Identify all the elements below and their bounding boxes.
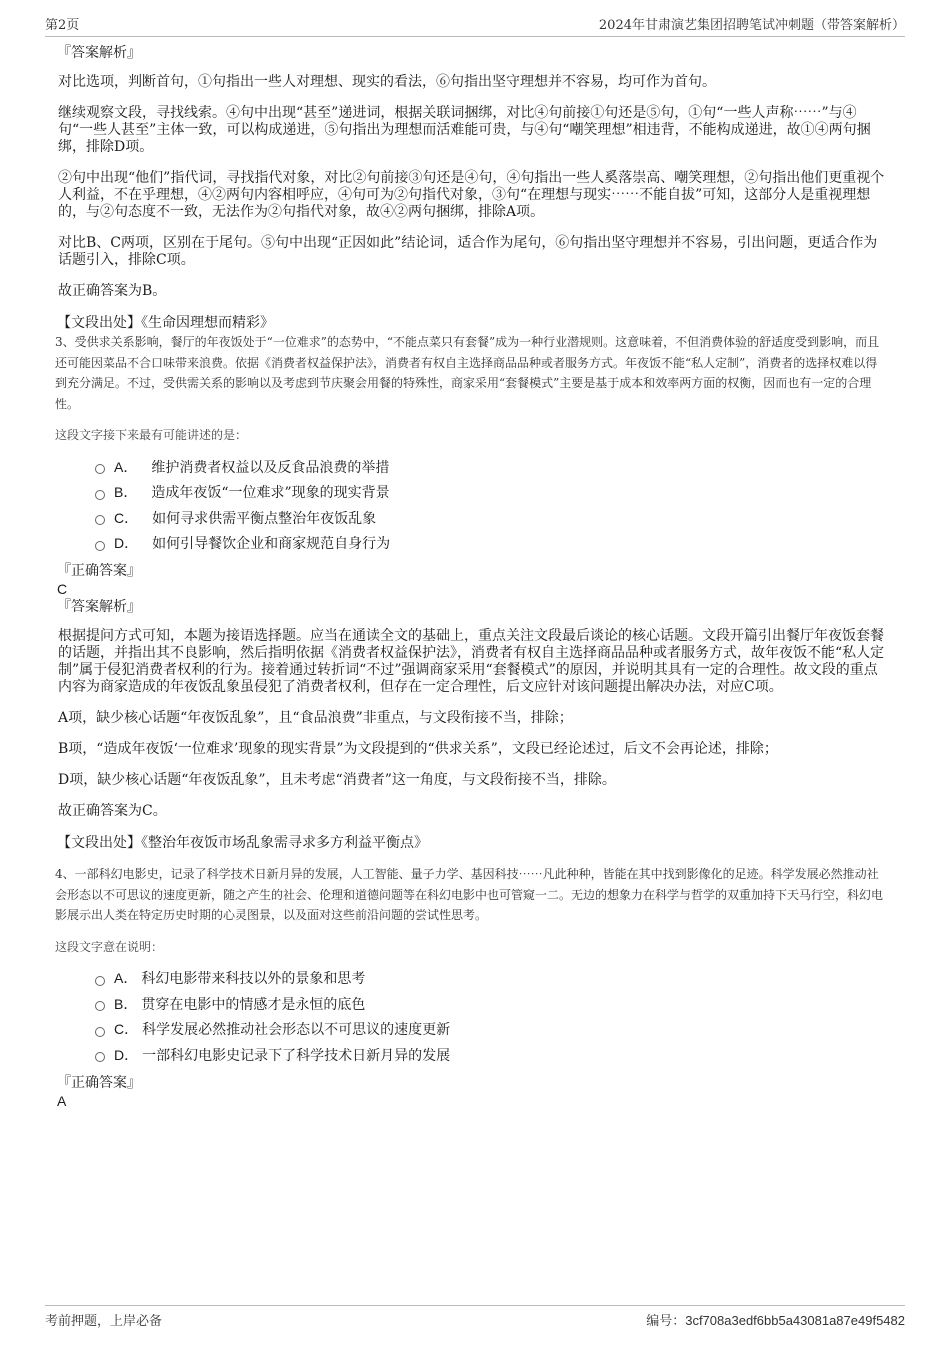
analysis-paragraph: ②句中出现“他们”指代词，寻找指代对象，对比②句前接③句还是④句，④句指出一些人奚落崇高、嘲笑理想，②句指出他们更重视个人利益，不在乎理想，④②两句内容相呼应，④句可为②句指代对象，③句“在理想与现实⋯⋯不能自拔”可知，这部分人是重视理想的，与②句态度不一致，无法作为②句指代对象，故④②两句捆绑，排除A项。 [58,170,885,220]
answer-value: C [57,581,68,597]
radio-icon[interactable] [95,1052,105,1062]
option-a[interactable]: A． 科幻电影带来科技以外的景象和思考 [95,966,888,992]
radio-icon[interactable] [95,976,105,986]
answer-label: 『正确答案』 [57,1074,141,1091]
analysis-paragraph: D项，缺少核心话题“年夜饭乱象”，且未考虑“消费者”这一角度，与文段衔接不当，排除。 [58,772,616,788]
document-code: 编号：3cf708a3edf6bb5a43081a87e49f5482 [646,1313,905,1329]
question-stem: 3、受供求关系影响，餐厅的年夜饭处于“一位难求”的态势中，“不能点菜只有套餐”成为一种行业潜规则。这意味着，不但消费体验的舒适度受到影响，而且还可能因菜品不合口味带来浪费。依据《消费者权益保护法》，消费者有权自主选择商品品种或者服务方式。年夜饭不能“私人定制”，消费者的选择权难以得到充分满足。不过，受供需关系的影响以及考虑到节庆聚会用餐的特殊性，商家采用“套餐模式”主要是基于成本和效率两方面的权衡，因而也有一定的合理性。 [55,335,880,411]
question-stem: 4、一部科幻电影史，记录了科学技术日新月异的发展，人工智能、量子力学、基因科技⋯⋯凡此种种，皆能在其中找到影像化的足迹。科学发展必然推动社会形态以不可思议的速度更新，随之产生的社会、伦理和道德问题等在科幻电影中也可管窥一二。无边的想象力在科学与哲学的双重加持下天马行空，科幻电影展示出人类在特定历史时期的心灵图景，以及面对这些前沿问题的尝试性思考。 [55,867,884,922]
passage-source: 【文段出处】《生命因理想而精彩》 [57,315,274,331]
page-number: 第2页 [45,18,80,33]
analysis-paragraph: 对比选项，判断首句，①句指出一些人对理想、现实的看法，⑥句指出坚守理想并不容易，均可作为首句。 [58,74,716,90]
answer-value: A [57,1092,67,1109]
page-content [55,44,888,1110]
option-list [95,966,888,1068]
analysis-paragraph: A项，缺少核心话题“年夜饭乱象”，且“食品浪费”非重点，与文段衔接不当，排除； [58,710,573,726]
radio-icon[interactable] [95,1001,105,1011]
page-footer [45,1305,905,1329]
option-c[interactable]: C． 科学发展必然推动社会形态以不可思议的速度更新 [95,1017,888,1043]
analysis-paragraph: 对比B、C两项，区别在于尾句。⑤句中出现“正因如此”结论词，适合作为尾句，⑥句指出坚守理想并不容易，引出问题，更适合作为话题引入，排除C项。 [58,235,878,268]
analysis-paragraph: 继续观察文段，寻找线索。④句中出现“甚至”递进词，根据关联词捆绑，对比④句前接①句还是⑤句，①句“一些人声称⋯⋯”与④句“一些人甚至”主体一致，可以构成递进，⑤句指出为理想而活难能可贵，与④句“嘲笑理想”相违背，不能构成递进，故①④两句捆绑，排除D项。 [58,105,871,155]
option-d[interactable]: D． 一部科幻电影史记录下了科学技术日新月异的发展 [95,1042,888,1068]
analysis-label: 『答案解析』 [57,599,141,615]
radio-icon[interactable] [95,1027,105,1037]
analysis-paragraph: 根据提问方式可知，本题为接语选择题。应当在通读全文的基础上，重点关注文段最后谈论的核心话题。文段开篇引出餐厅年夜饭套餐的话题，并指出其不良影响，然后指明依据《消费者权益保护法》，消费者有权自主选择商品品种或者服务方式，故年夜饭不能“私人定制”属于侵犯消费者权利的行为。接着通过转折词“不过”强调商家采用“套餐模式”的原因，并说明其具有一定的合理性。故文段的重点内容为商家造成的年夜饭乱象虽侵犯了消费者权利，但存在一定合理性，后文应针对该问题提出解决办法，对应C项。 [58,628,885,695]
option-d[interactable]: D． 如何引导餐饮企业和商家规范自身行为 [95,531,888,557]
radio-icon[interactable] [95,490,105,500]
option-a[interactable]: A． 维护消费者权益以及反食品浪费的举措 [95,454,888,480]
option-c[interactable]: C． 如何寻求供需平衡点整治年夜饭乱象 [95,505,888,531]
document-title: 2024年甘肃演艺集团招聘笔试冲刺题（带答案解析） [598,18,905,33]
question-prompt: 这段文字接下来最有可能讲述的是： [55,428,248,442]
option-b[interactable]: B． 贯穿在电影中的情感才是永恒的底色 [95,991,888,1017]
option-list [95,454,888,556]
analysis-paragraph: 故正确答案为B。 [58,283,167,299]
analysis-paragraph: 故正确答案为C。 [58,803,167,819]
analysis-paragraph: B项，“造成年夜饭‘一位难求’现象的现实背景”为文段提到的“供求关系”，文段已经论述过，后文不会再论述，排除； [58,741,778,757]
answer-label: 『正确答案』 [57,563,141,579]
question-prompt: 这段文字意在说明： [55,939,164,954]
passage-source: 【文段出处】《整治年夜饭市场乱象需寻求多方利益平衡点》 [57,835,428,851]
footer-slogan: 考前押题，上岸必备 [45,1314,163,1329]
analysis-label: 『答案解析』 [57,45,141,61]
page-header [45,14,905,37]
radio-icon[interactable] [95,541,105,551]
radio-icon[interactable] [95,515,105,525]
option-b[interactable]: B． 造成年夜饭“一位难求”现象的现实背景 [95,480,888,506]
radio-icon[interactable] [95,464,105,474]
